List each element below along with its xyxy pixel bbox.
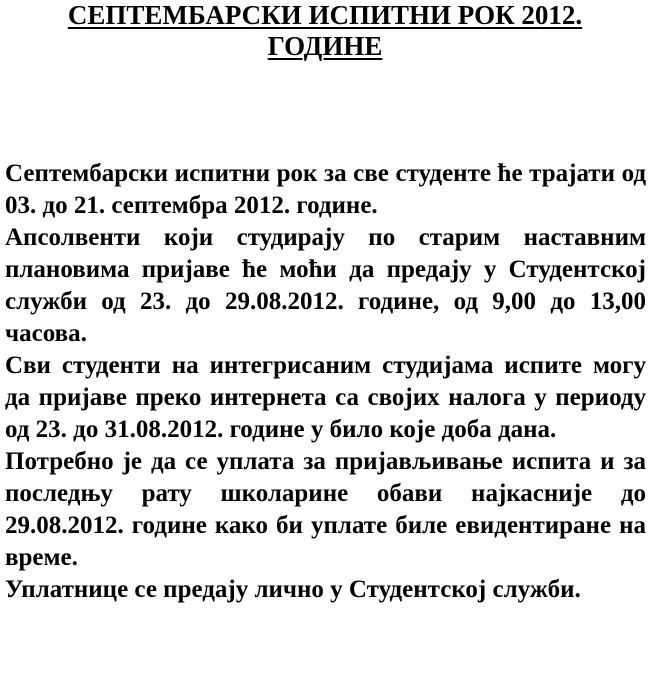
document-title-line-1: СЕПТЕМБАРСКИ ИСПИТНИ РОК 2012.: [67, 0, 583, 30]
document-title-line-2: ГОДИНЕ: [267, 31, 383, 61]
paragraph-graduates-registration: Апсолвенти који студирају по старим наставним плановима пријаве ће моћи да предају у Студентској служби од 23. до 29.08.2012. године, од 9,00 до 13,00 часова.: [5, 224, 646, 347]
paragraph-exam-period: Септембарски испитни рок за све студенте ће трајати од 03. до 21. септембра 2012. године.: [5, 160, 646, 219]
paragraph-payment-slips: Уплатнице се предају лично у Студентској служби.: [5, 576, 581, 603]
paragraph-payment-deadline: Потребно је да се уплата за пријављивање испита и за последњу рату школарине обави најкасније до 29.08.2012. године како би уплате биле евидентиране на време.: [5, 448, 646, 571]
document-title: [0, 0, 650, 62]
paragraph-online-registration: Сви студенти на интегрисаним студијама испите могу да пријаве преко интернета са својих налога у периоду од 23. до 31.08.2012. године у било које доба дана.: [5, 352, 646, 443]
document-body: [5, 158, 646, 606]
